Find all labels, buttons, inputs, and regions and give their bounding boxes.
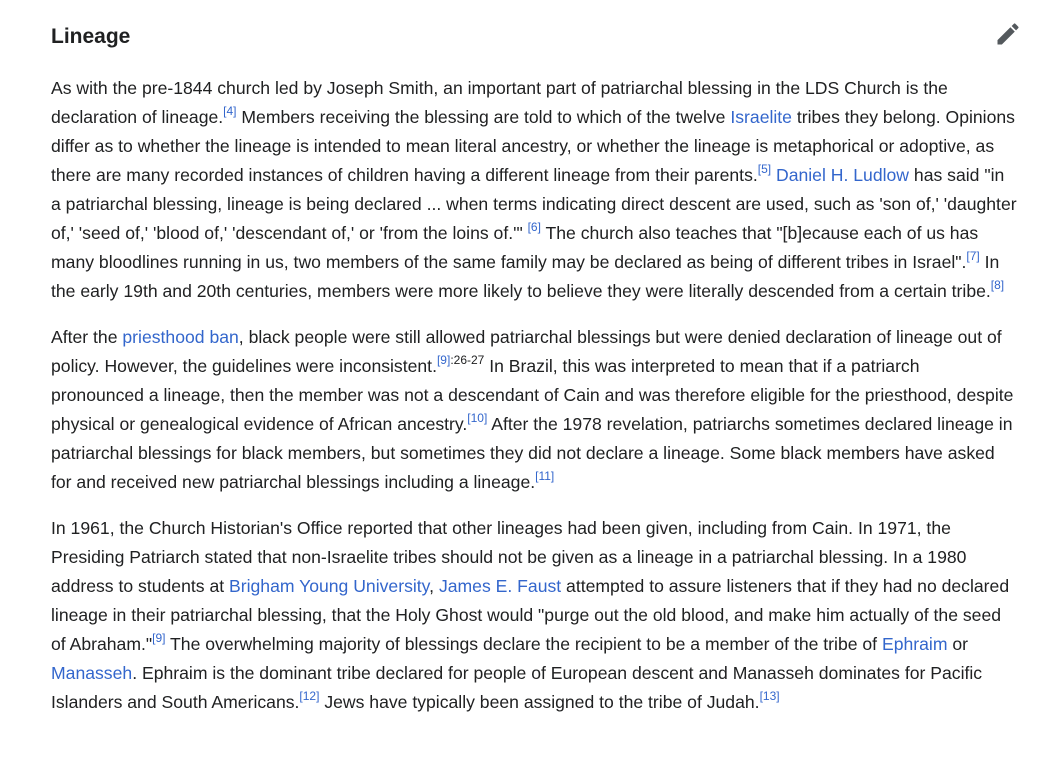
- reference-link[interactable]: [13]: [759, 689, 780, 704]
- reference-12[interactable]: [299, 689, 319, 703]
- text-span: The overwhelming majority of blessings declare the recipient to be a member of the tribe of: [165, 634, 882, 654]
- reference-link[interactable]: [12]: [299, 689, 320, 704]
- reference-9[interactable]: [152, 631, 165, 645]
- reference-10[interactable]: [467, 411, 487, 425]
- link-ephraim[interactable]: Ephraim: [881, 634, 948, 654]
- link-daniel-h-ludlow[interactable]: Daniel H. Ludlow: [776, 165, 910, 185]
- text-span: Members receiving the blessing are told to which of the twelve: [236, 107, 731, 127]
- reference-9[interactable]: [437, 353, 484, 367]
- reference-pages: :26-27: [450, 353, 485, 368]
- link-manasseh[interactable]: Manasseh: [51, 663, 133, 683]
- pencil-icon[interactable]: [994, 20, 1022, 48]
- reference-5[interactable]: [758, 162, 771, 176]
- reference-8[interactable]: [991, 278, 1004, 292]
- text-span: , black people were still allowed patriarchal blessings but were denied declaration of lineage out of policy. However, the guidelines were inconsistent.: [51, 327, 1002, 376]
- text-span: In Brazil, this was interpreted to mean that if a patriarch pronounced a lineage, then the member was not a descendant of Cain and was therefore eligible for the priesthood, despite physical or genealogical evidence of African ancestry.: [51, 356, 1014, 434]
- link-brigham-young-university[interactable]: Brigham Young University: [229, 576, 430, 596]
- paragraph-2: [51, 323, 1017, 497]
- reference-link[interactable]: [11]: [535, 469, 555, 484]
- reference-link[interactable]: [7]: [966, 249, 980, 264]
- text-span: In the early 19th and 20th centuries, members were more likely to believe they were literally descended from a certain tribe.: [51, 252, 1000, 301]
- pencil-icon-graphic: [994, 20, 1022, 48]
- reference-11[interactable]: [535, 469, 554, 483]
- paragraph-3: [51, 514, 1017, 717]
- text-span: After the 1978 revelation, patriarchs sometimes declared lineage in patriarchal blessings for black members, but sometimes they did not declare a lineage. Some black members have asked for and received new patriarchal blessings including a lineage.: [51, 414, 1013, 492]
- lineage-section: [51, 20, 1017, 734]
- reference-13[interactable]: [760, 689, 780, 703]
- reference-link[interactable]: [5]: [757, 162, 772, 177]
- link-priesthood-ban[interactable]: priesthood ban: [122, 327, 239, 347]
- reference-link[interactable]: [10]: [467, 411, 488, 426]
- reference-4[interactable]: [223, 104, 236, 118]
- section-header: [51, 20, 1017, 60]
- text-span: In 1961, the Church Historian's Office reported that other lineages had been given, including from Cain. In 1971, the Presiding Patriarch stated that non-Israelite tribes should not be given as a lineage in a patriarchal blessing. In a 1980 address to students at: [51, 518, 967, 596]
- text-span: ,: [429, 576, 439, 596]
- text-span: has said "in a patriarchal blessing, lineage is being declared ... when terms indicating direct descent are used, such as 'son of,' 'daughter of,' 'seed of,' 'blood of,' 'descendant of,' or 'from the loins of.'": [51, 165, 1017, 243]
- text-span: As with the pre-1844 church led by Joseph Smith, an important part of patriarchal blessing in the LDS Church is the declaration of lineage.: [51, 78, 948, 127]
- reference-link[interactable]: [9]: [436, 353, 451, 368]
- text-span: tribes they belong. Opinions differ as to whether the lineage is intended to mean literal ancestry, or whether the lineage is metaphorical or adoptive, as there are many recorded instances of children having a different lineage from their parents.: [51, 107, 1015, 185]
- reference-link[interactable]: [4]: [223, 104, 237, 119]
- text-span: attempted to assure listeners that if they had no declared lineage in their patriarchal blessing, that the Holy Ghost would "purge out the old blood, and make him actually of the seed of Abraham.": [51, 576, 1010, 654]
- text-span: Jews have typically been assigned to the tribe of Judah.: [319, 692, 760, 712]
- text-span: The church also teaches that "[b]ecause each of us has many bloodlines running in us, two members of the same family may be declared as being of different tribes in Israel".: [51, 223, 979, 272]
- reference-link[interactable]: [9]: [152, 631, 166, 646]
- paragraph-1: [51, 74, 1017, 306]
- reference-link[interactable]: [6]: [527, 220, 541, 235]
- reference-7[interactable]: [966, 249, 979, 263]
- text-span: or: [947, 634, 969, 654]
- link-israelite[interactable]: Israelite: [730, 107, 792, 127]
- link-james-e-faust[interactable]: James E. Faust: [438, 576, 562, 596]
- section-heading: Lineage: [51, 25, 131, 48]
- text-span: . Ephraim is the dominant tribe declared for people of European descent and Manasseh dominates for Pacific Islanders and South Americans.: [51, 663, 983, 712]
- text-span: After the: [51, 327, 123, 347]
- reference-link[interactable]: [8]: [990, 278, 1005, 293]
- reference-6[interactable]: [528, 220, 541, 234]
